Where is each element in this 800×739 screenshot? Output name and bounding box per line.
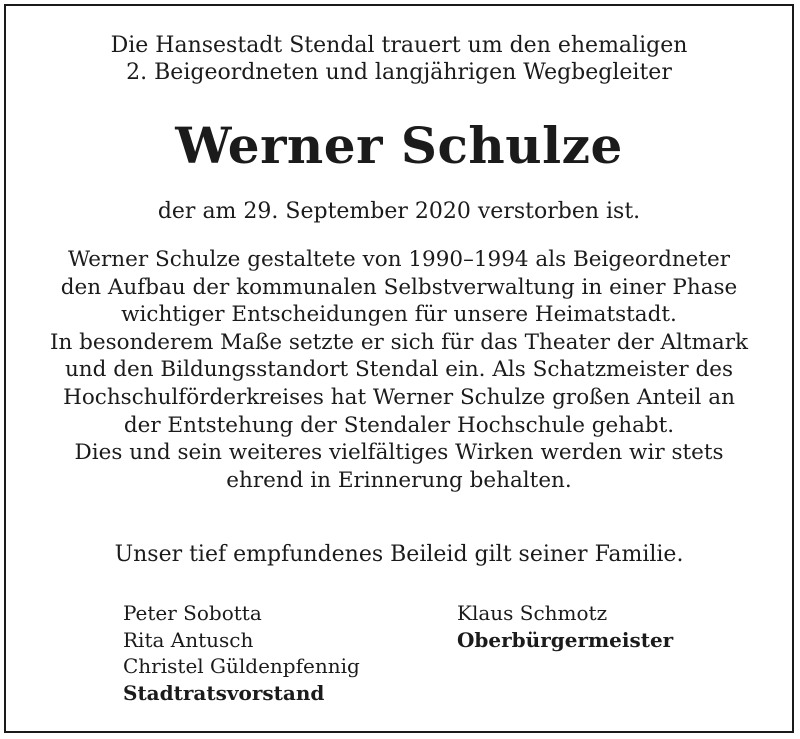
signatory-role: Stadtratsvorstand <box>123 680 325 705</box>
tribute-line: In besonderem Maße setzte er sich für das Theater der Altmark <box>49 329 749 355</box>
signatory-role: Oberbürgermeister <box>457 627 674 652</box>
death-date-line: der am 29. September 2020 verstorben ist. <box>157 199 641 224</box>
signatories-council-board <box>123 600 360 706</box>
tribute-line: wichtiger Entscheidungen für unsere Heimatstadt. <box>121 302 677 328</box>
tribute-line: den Aufbau der kommunalen Selbstverwaltung in einer Phase <box>60 274 738 300</box>
tribute-text <box>6 246 792 494</box>
tribute-line: der Entstehung der Stendaler Hochschule gehabt. <box>123 412 675 438</box>
signatories-mayor <box>457 600 673 653</box>
tribute-line: ehrend in Erinnerung behalten. <box>226 467 572 493</box>
condolence-line: Unser tief empfundenes Beileid gilt seiner Familie. <box>114 542 684 567</box>
signatory-name: Klaus Schmotz <box>457 601 608 625</box>
tribute-line: Werner Schulze gestaltete von 1990–1994 als Beigeordneter <box>67 247 731 272</box>
intro-line: 2. Beigeordneten und langjährigen Wegbegleiter <box>126 60 672 85</box>
deceased-name: Werner Schulze <box>175 116 623 175</box>
intro-line: Die Hansestadt Stendal trauert um den ehemaligen <box>110 33 688 58</box>
tribute-line: und den Bildungsstandort Stendal ein. Als Schatzmeister des <box>64 357 734 383</box>
signatory-name: Peter Sobotta <box>123 601 262 625</box>
obituary-notice <box>4 4 794 733</box>
intro-text <box>6 32 792 86</box>
tribute-line: Dies und sein weiteres vielfältiges Wirken werden wir stets <box>74 440 724 466</box>
signatory-name: Rita Antusch <box>123 627 254 652</box>
tribute-line: Hochschulförderkreises hat Werner Schulze großen Anteil an <box>63 384 735 410</box>
signatory-name: Christel Güldenpfennig <box>123 654 360 678</box>
